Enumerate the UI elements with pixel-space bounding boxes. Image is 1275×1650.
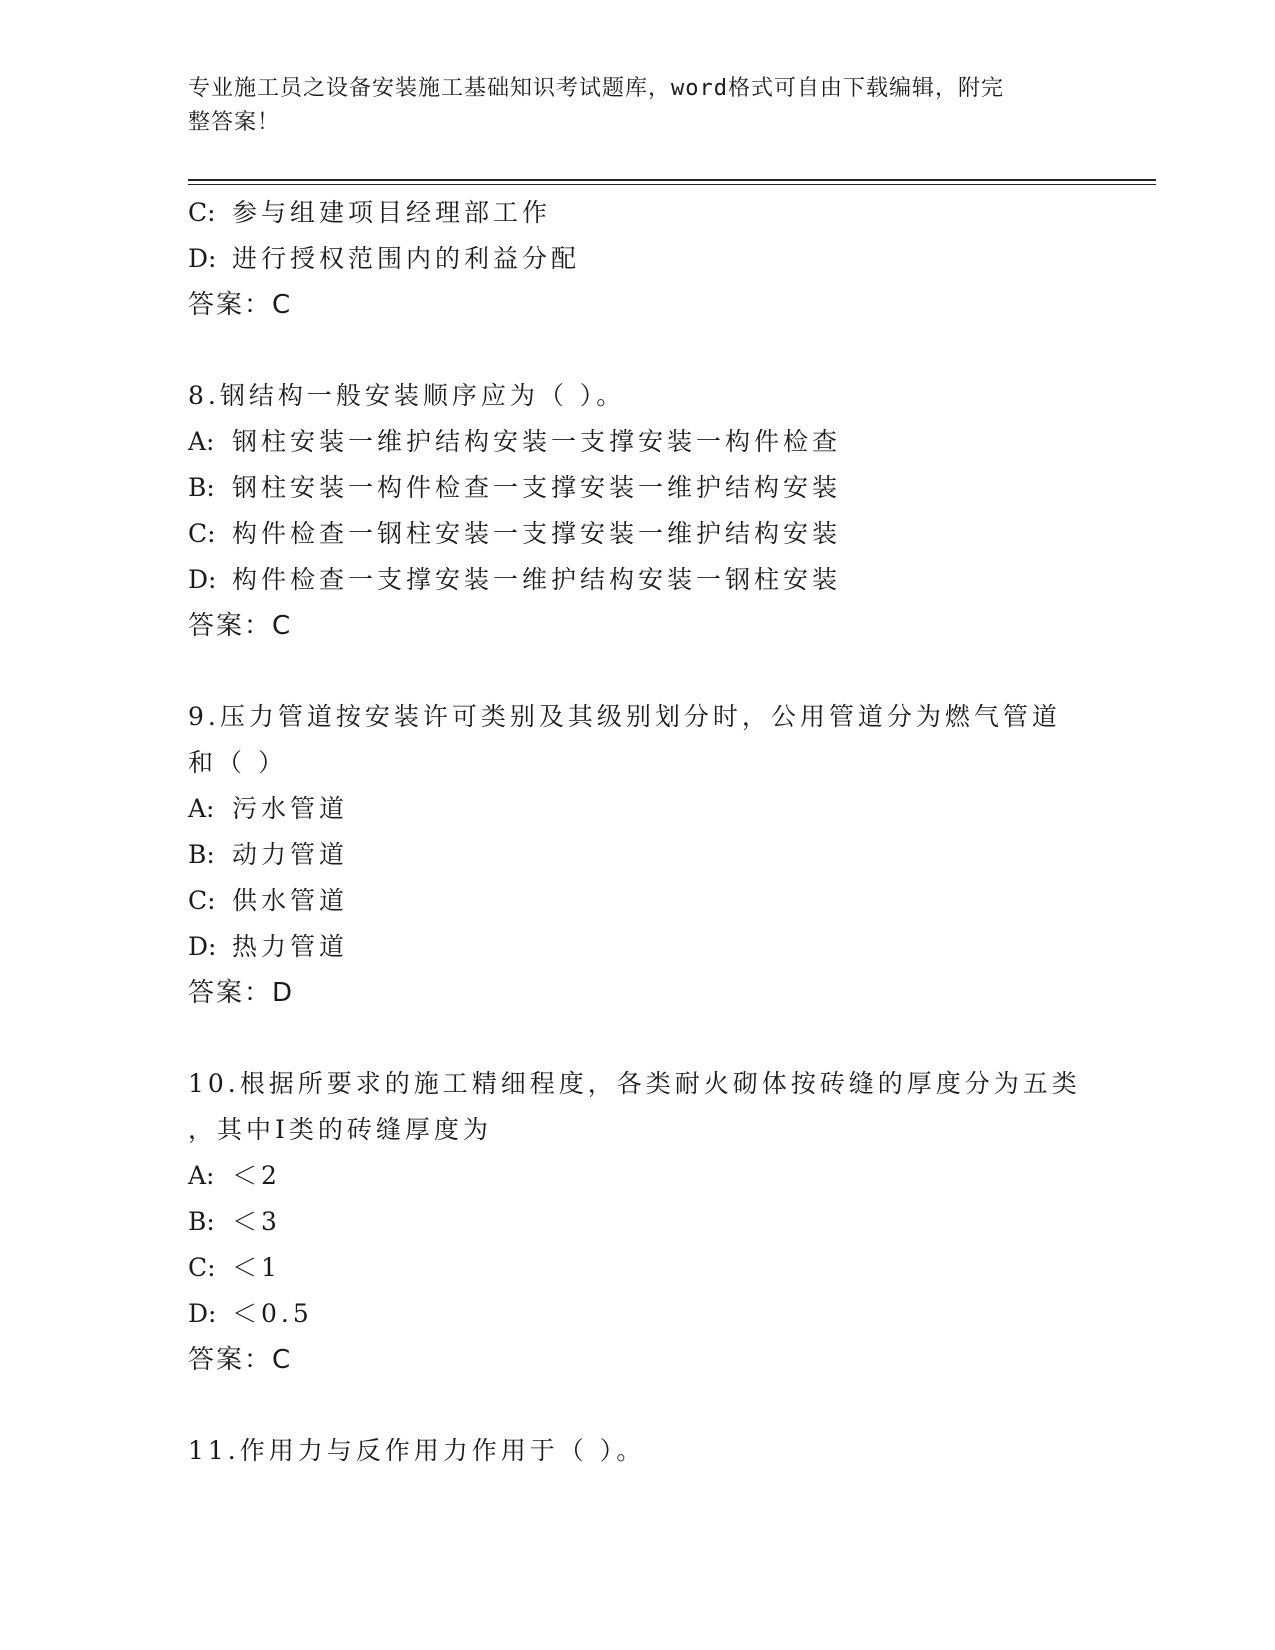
spacer [188,328,1088,373]
option-label: B: [188,840,215,869]
option-label: D: [188,1299,217,1328]
option-b [188,1199,1088,1245]
document-header [188,72,1078,140]
option-text: 钢柱安装一维护结构安装一支撑安装一构件检查 [232,427,842,456]
option-label: D: [188,244,217,273]
option-text: 钢柱安装一构件检查一支撑安装一维护结构安装 [232,473,842,502]
option-label: A: [188,427,215,456]
answer: 答案：D [188,978,295,1008]
option-label: C: [188,886,216,915]
option-b [188,465,1088,511]
answer: 答案：C [188,1345,293,1375]
spacer [188,649,1088,694]
option-text: 参与组建项目经理部工作 [232,198,552,227]
option-text: 热力管道 [232,932,349,961]
option-text: ＜0.5 [232,1299,313,1328]
question-stem: 8.钢结构一般安装顺序应为（ ）。 [188,381,626,410]
option-c [188,511,1088,557]
answer: 答案：C [188,611,293,641]
option-c [188,190,1088,236]
header-rule-thin [188,184,1156,185]
question-stem-line-2: 和（ ） [188,748,287,777]
option-label: C: [188,1253,216,1282]
option-text: 污水管道 [232,794,349,823]
question-stem: 11.作用力与反作用力作用于（ ）。 [188,1436,646,1465]
answer: 答案：C [188,290,293,320]
option-text: 构件检查一支撑安装一维护结构安装一钢柱安装 [232,565,842,594]
option-label: C: [188,519,216,548]
option-label: D: [188,932,217,961]
option-text: 进行授权范围内的利益分配 [232,244,581,273]
option-c [188,878,1088,924]
option-d [188,236,1088,282]
question-7-continuation [188,190,1088,328]
option-label: C: [188,198,216,227]
option-b [188,832,1088,878]
question-9 [188,694,1088,1016]
header-line-2: 整答案！ [188,110,281,135]
option-label: B: [188,1207,215,1236]
question-list [188,190,1088,1474]
option-text: 动力管道 [232,840,349,869]
question-10 [188,1061,1088,1383]
header-line-1: 专业施工员之设备安装施工基础知识考试题库，word格式可自由下载编辑，附完 [188,76,1004,101]
option-d [188,1291,1088,1337]
option-text: 供水管道 [232,886,349,915]
question-11 [188,1428,1088,1474]
spacer [188,1016,1088,1061]
option-label: D: [188,565,217,594]
option-label: B: [188,473,215,502]
spacer [188,1383,1088,1428]
option-label: A: [188,1161,215,1190]
option-text: 构件检查一钢柱安装一支撑安装一维护结构安装 [232,519,842,548]
option-c [188,1245,1088,1291]
question-stem-line-1: 9.压力管道按安装许可类别及其级别划分时，公用管道分为燃气管道 [188,702,1061,731]
option-text: ＜1 [232,1253,281,1282]
option-a [188,786,1088,832]
question-8 [188,373,1088,649]
option-d [188,557,1088,603]
option-d [188,924,1088,970]
option-a [188,1153,1088,1199]
question-stem-line-2: ，其中Ⅰ类的砖缝厚度为 [188,1115,492,1144]
option-label: A: [188,794,215,823]
option-text: ＜2 [232,1161,281,1190]
option-text: ＜3 [232,1207,281,1236]
option-a [188,419,1088,465]
header-rule-thick [188,179,1156,181]
question-stem-line-1: 10.根据所要求的施工精细程度，各类耐火砌体按砖缝的厚度分为五类 [188,1069,1081,1098]
